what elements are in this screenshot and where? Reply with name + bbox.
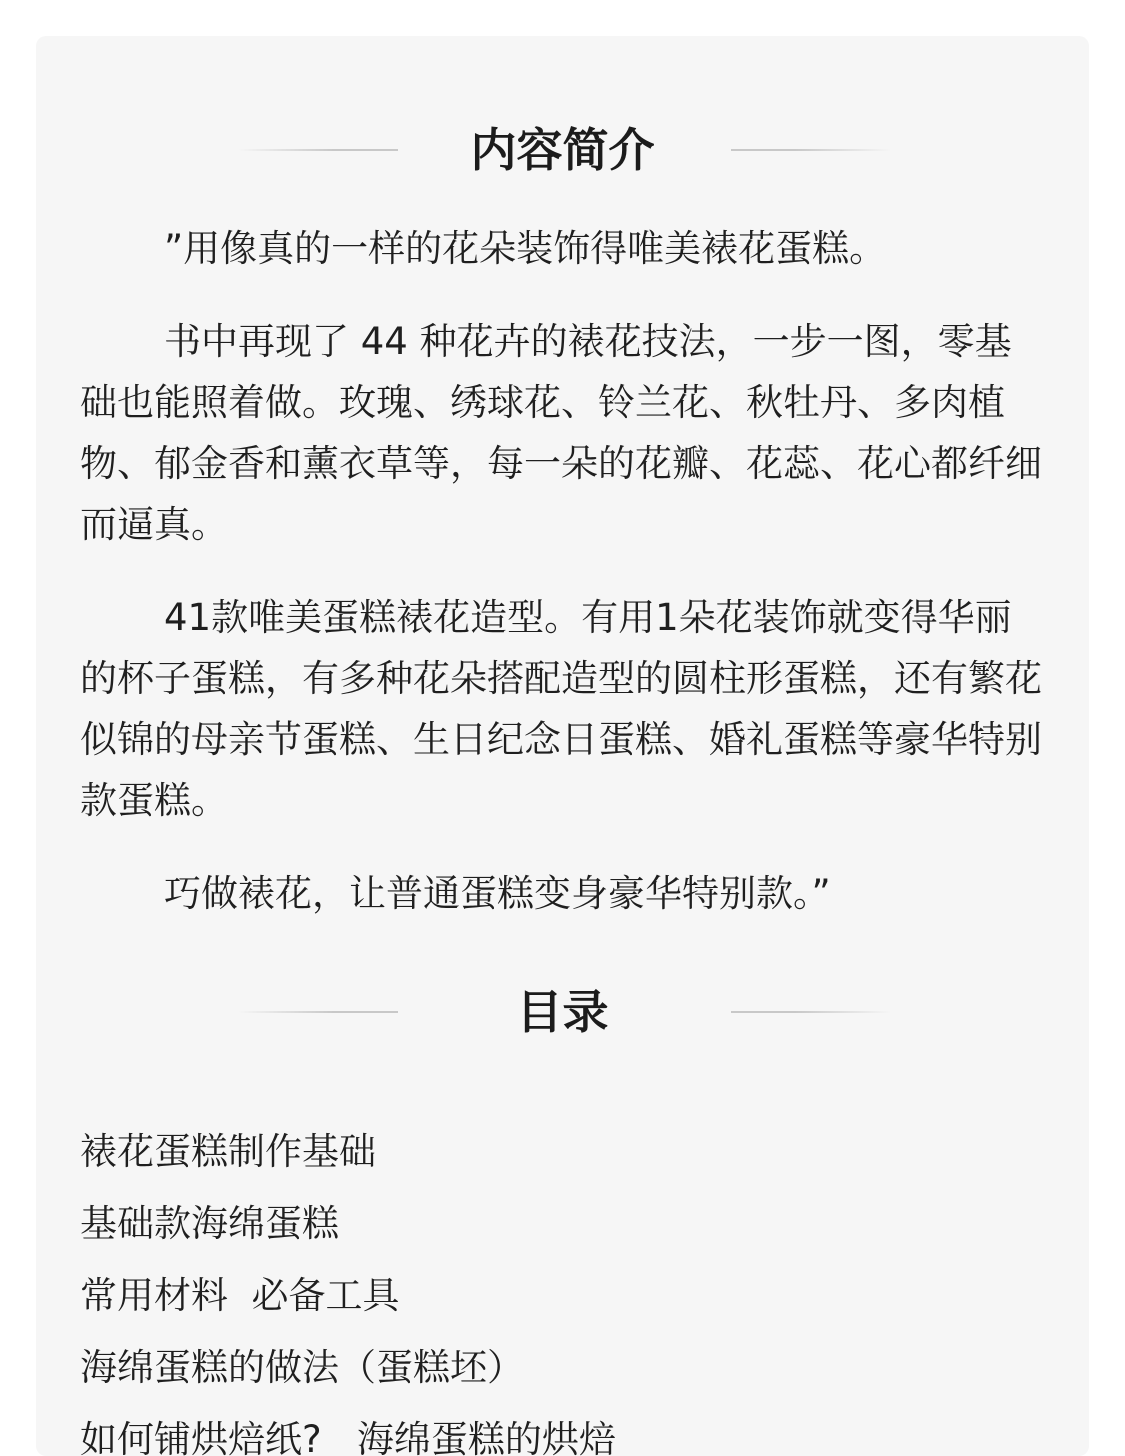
book-detail-card <box>36 36 1089 1456</box>
toc-item[interactable]: 如何铺烘焙纸? 海绵蛋糕的烘焙 <box>80 1418 616 1456</box>
toc-item[interactable]: 裱花蛋糕制作基础 <box>80 1130 376 1173</box>
intro-section-title: 内容简介 <box>470 123 655 177</box>
intro-paragraph: 书中再现了 44 种花卉的裱花技法，一步一图，零基础也能照着做。玫瑰、绣球花、铃兰花、秋牡丹、多肉植物、郁金香和薰衣草等，每一朵的花瓣、花蕊、花心都纤细而逼真。 <box>80 320 1042 546</box>
toc-item[interactable]: 常用材料 必备工具 <box>80 1274 400 1317</box>
intro-paragraph: 巧做裱花，让普通蛋糕变身豪华特别款。” <box>164 872 831 915</box>
intro-paragraph: 41款唯美蛋糕裱花造型。有用1朵花装饰就变得华丽的杯子蛋糕，有多种花朵搭配造型的圆柱形蛋糕，还有繁花似锦的母亲节蛋糕、生日纪念日蛋糕、婚礼蛋糕等豪华特别款蛋糕。 <box>80 596 1042 822</box>
toc-item[interactable]: 基础款海绵蛋糕 <box>80 1202 339 1245</box>
intro-text <box>80 218 1048 956</box>
toc-section-header <box>36 982 1089 1042</box>
toc-item[interactable]: 海绵蛋糕的做法（蛋糕坯） <box>80 1346 524 1389</box>
header-divider-right <box>731 149 891 151</box>
table-of-contents <box>80 1116 1048 1456</box>
intro-section-header <box>36 120 1089 180</box>
intro-paragraph: ”用像真的一样的花朵装饰得唯美裱花蛋糕。 <box>164 227 887 270</box>
toc-section-title: 目录 <box>516 985 609 1039</box>
header-divider-right <box>731 1011 891 1013</box>
